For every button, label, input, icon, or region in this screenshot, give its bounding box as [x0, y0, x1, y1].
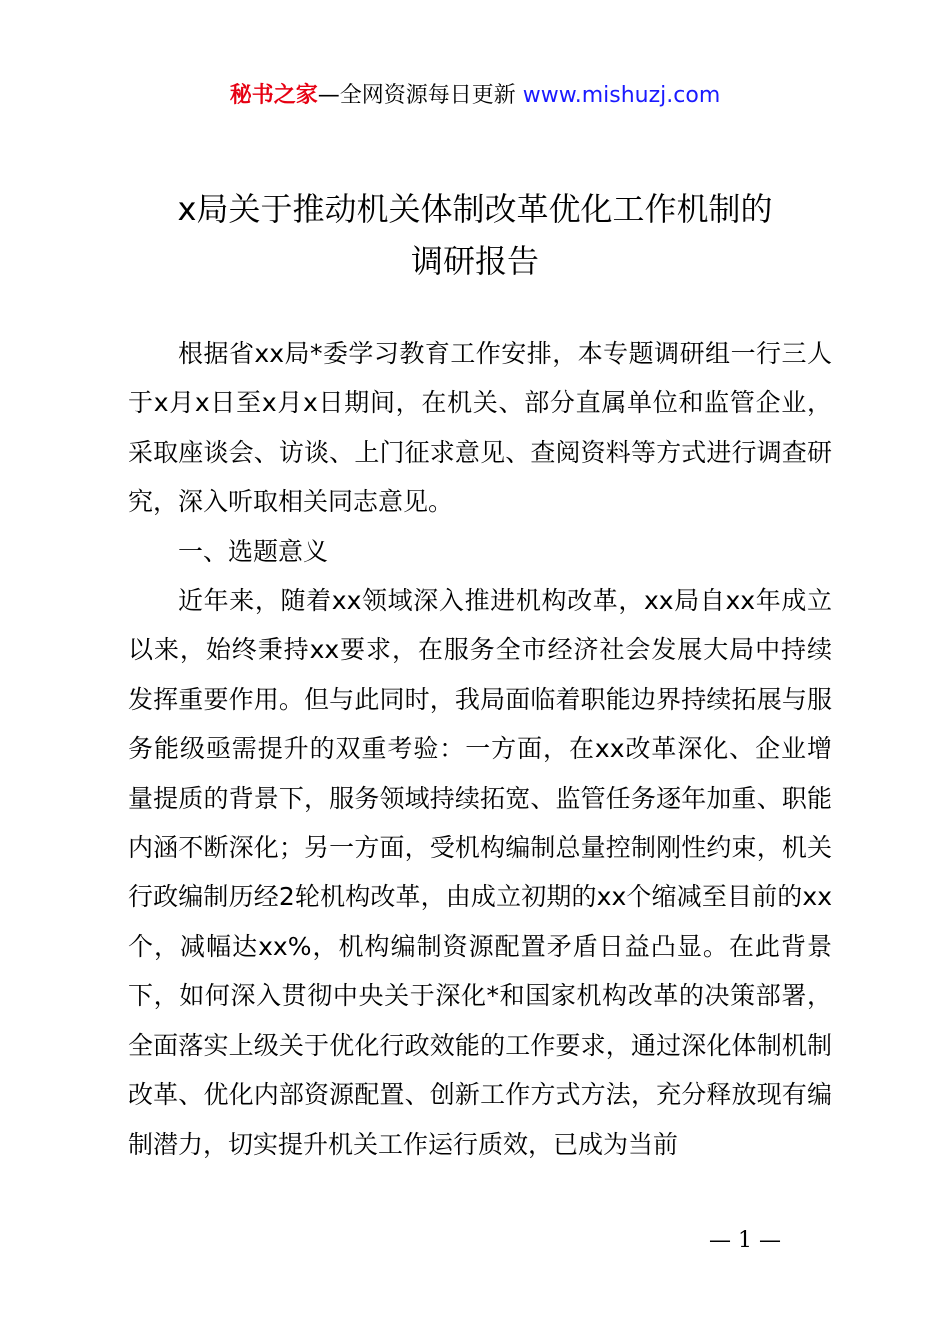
header-slogan: —全网资源每日更新 [317, 83, 516, 108]
document-body [128, 329, 832, 1169]
paragraph-intro: 根据省xx局*委学习教育工作安排，本专题调研组一行三人于x月x日至x月x日期间，在机关、部分直属单位和监管企业，采取座谈会、访谈、上门征求意见、查阅资料等方式进行调查研究，深入听取相关同志意见。 [128, 339, 832, 517]
page-number: — 1 — [709, 1228, 781, 1253]
document-title [60, 183, 890, 287]
document-title-line-2: 调研报告 [410, 242, 539, 280]
brand-name: 秘书之家 [229, 83, 318, 108]
document-title-line-1: x局关于推动机关体制改革优化工作机制的 [177, 190, 773, 228]
section-heading: 一、选题意义 [178, 536, 329, 566]
paragraph-background: 近年来，随着xx领域深入推进机构改革，xx局自xx年成立以来，始终秉持xx要求，在服务全市经济社会发展大局中持续发挥重要作用。但与此同时，我局面临着职能边界持续拓展与服务能级亟需提升的双重考验：一方面，在xx改革深化、企业增量提质的背景下，服务领域持续拓宽、监管任务逐年加重、职能内涵不断深化；另一方面，受机构编制总量控制刚性约束，机关行政编制历经2轮机构改革，由成立初期的xx个缩减至目前的xx个，减幅达xx%，机构编制资源配置矛盾日益凸显。在此背景下，如何深入贯彻中央关于深化*和国家机构改革的决策部署，全面落实上级关于优化行政效能的工作要求，通过深化体制机制改革、优化内部资源配置、创新工作方式方法，充分释放现有编制潜力，切实提升机关工作运行质效，已成为当前 [128, 586, 832, 1159]
page-header [0, 78, 950, 114]
website-link[interactable]: www.mishuzj.com [522, 83, 721, 108]
